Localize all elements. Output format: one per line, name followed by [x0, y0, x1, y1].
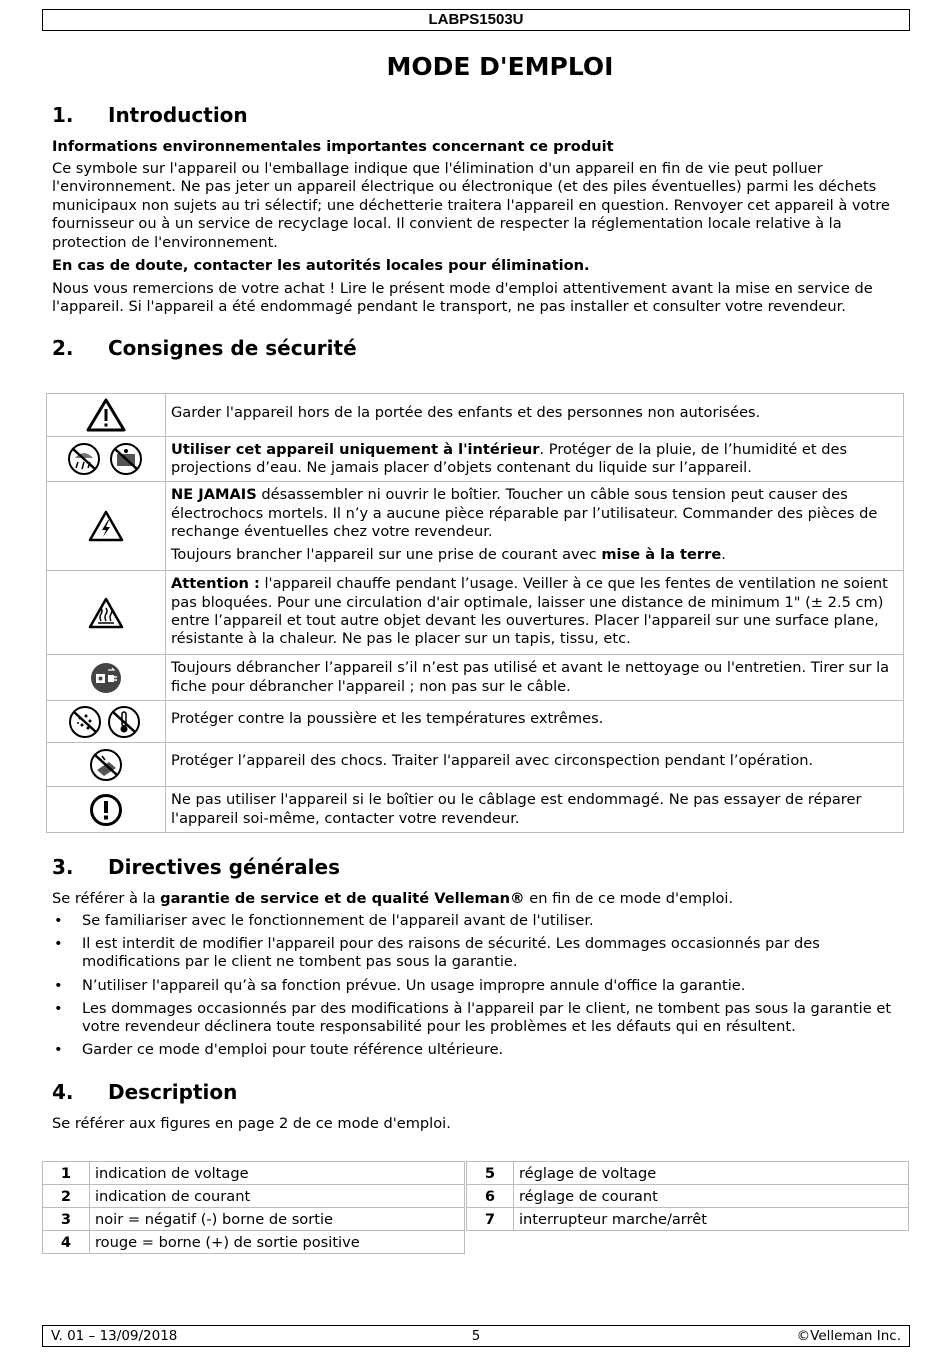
no-dust-icon — [70, 707, 100, 737]
item-label: réglage de voltage — [514, 1162, 909, 1185]
safety-icon-cell — [47, 571, 166, 655]
list-item: • Les dommages occasionnés par des modifications à l'appareil par le client, ne tombent pas sous la garantie et votre revendeur déclinera toute responsabilité pour les problèmes et les défauts qui en résultent. — [52, 1000, 912, 1036]
section-1-paragraph-3: Nous vous remercions de votre achat ! Lire le présent mode d'emploi attentivement avant la mise en service de l'appareil. Si l'appareil a été endommagé pendant le transport, ne pas installer et consulter votre revendeur. — [52, 280, 873, 316]
safety-text-4-bold: Attention : — [171, 575, 260, 593]
section-3-title: Directives générales — [108, 855, 340, 879]
safety-text-3b-c: . — [721, 546, 726, 564]
safety-icon-cell — [47, 394, 166, 437]
section-2-number: 2. — [52, 336, 74, 360]
description-table-right — [466, 1161, 909, 1231]
table-row — [43, 1162, 465, 1185]
item-number: 5 — [467, 1162, 514, 1185]
section-1-heading — [52, 103, 248, 127]
safety-text-cell — [166, 655, 904, 701]
table-row — [467, 1185, 909, 1208]
safety-row — [47, 394, 904, 437]
no-water-spray-icon — [111, 444, 141, 474]
item-label: noir = négatif (-) borne de sortie — [90, 1208, 465, 1231]
safety-text-cell — [166, 437, 904, 482]
section-3-intro-c: en fin de ce mode d'emploi. — [524, 890, 734, 907]
safety-text-3-bold: NE JAMAIS — [171, 486, 257, 504]
section-4-intro: Se référer aux figures en page 2 de ce mode d'emploi. — [52, 1115, 451, 1132]
section-1-paragraph-1: Ce symbole sur l'appareil ou l'emballage indique que l'élimination d'un appareil en fin de vie peut polluer l'environnement. Ne pas jeter un appareil électrique ou électronique (et des piles éventuelles) parmi les déchets municipaux non sujets au tri sélectif; une déchetterie traitera l'appareil en question. Renvoyer cet appareil à votre fournisseur ou à un service de recyclage local. Il convient de respecter la réglementation locale relative à la protection de l'environnement. — [52, 160, 890, 251]
footer-page-number: 5 — [471, 1328, 481, 1344]
safety-text-5: Toujours débrancher l’appareil s’il n’est pas utilisé et avant le nettoyage ou l'entretien. Tirer sur la fiche pour débrancher l'appareil ; non pas sur le câble. — [171, 659, 890, 695]
section-3-heading — [52, 855, 340, 879]
safety-text-cell — [166, 571, 904, 655]
safety-text-2 — [171, 441, 898, 477]
table-row — [43, 1185, 465, 1208]
safety-text-4-rest: l'appareil chauffe pendant l’usage. Veiller à ce que les fentes de ventilation ne soient pas bloquées. Pour une circulation d'air optimale, laisser une distance de minimum 1" (± 2.5 cm) entre l’appareil et tout autre objet devant les ouvertures. Placer l'appareil sur une surface plane, résistante à la chaleur. Ne pas le placer sur un tapis, tissu, etc. — [171, 575, 888, 648]
safety-row — [47, 787, 904, 833]
footer-version: V. 01 – 13/09/2018 — [51, 1328, 178, 1344]
safety-text-cell — [166, 394, 904, 437]
table-row — [467, 1208, 909, 1231]
safety-row — [47, 571, 904, 655]
section-2-heading — [52, 336, 357, 360]
safety-table — [46, 393, 904, 833]
safety-text-3b — [171, 546, 898, 564]
safety-text-2-rest: . Protéger de la pluie, de l’humidité et des projections d’eau. Ne jamais placer d’objets contenant du liquide sur l’appareil. — [171, 441, 848, 477]
safety-text-3-rest: désassembler ni ouvrir le boîtier. Toucher un câble sous tension peut causer des électrochocs mortels. Il n’y a aucune pièce réparable par l’utilisateur. Commander des pièces de rechange éventuelles chez votre revendeur. — [171, 486, 878, 540]
section-3-intro-a: Se référer à la — [52, 890, 161, 907]
section-1-number: 1. — [52, 103, 74, 127]
section-1-title: Introduction — [108, 103, 248, 127]
page-title: MODE D'EMPLOI — [386, 52, 614, 81]
item-label: interrupteur marche/arrêt — [514, 1208, 909, 1231]
electric-shock-icon — [87, 509, 125, 543]
hot-surface-icon — [87, 596, 125, 630]
section-4-title: Description — [108, 1080, 238, 1104]
safety-text-3 — [171, 486, 898, 541]
section-3-intro-bold: garantie de service et de qualité Velleman® — [160, 890, 525, 907]
indoor-use-icons — [66, 442, 146, 476]
section-1-subheading: Informations environnementales importantes concernant ce produit — [52, 138, 614, 155]
safety-text-3b-a: Toujours brancher l'appareil sur une prise de courant avec — [171, 546, 602, 564]
description-table-left — [42, 1161, 465, 1254]
item-number: 4 — [43, 1231, 90, 1254]
table-row — [467, 1162, 909, 1185]
section-3-intro — [52, 890, 912, 908]
safety-text-1: Garder l'appareil hors de la portée des enfants et des personnes non autorisées. — [171, 404, 761, 421]
no-extreme-temperature-icon — [109, 707, 139, 737]
item-number: 7 — [467, 1208, 514, 1231]
item-label: indication de courant — [90, 1185, 465, 1208]
footer-box — [42, 1325, 910, 1347]
safety-text-2-bold: Utiliser cet appareil uniquement à l'intérieur — [171, 441, 540, 458]
item-number: 6 — [467, 1185, 514, 1208]
safety-icon-cell — [47, 701, 166, 743]
section-4-heading — [52, 1080, 237, 1104]
exclamation-icon — [89, 793, 123, 827]
item-number: 2 — [43, 1185, 90, 1208]
item-number: 3 — [43, 1208, 90, 1231]
safety-row — [47, 655, 904, 701]
section-1-paragraph-2: En cas de doute, contacter les autorités locales pour élimination. — [52, 257, 590, 274]
item-label: réglage de courant — [514, 1185, 909, 1208]
footer-copyright: ©Velleman Inc. — [796, 1328, 901, 1344]
table-row — [43, 1231, 465, 1254]
safety-icon-cell — [47, 743, 166, 787]
dust-temperature-icons — [68, 705, 144, 739]
item-label: indication de voltage — [90, 1162, 465, 1185]
section-4-number: 4. — [52, 1080, 74, 1104]
safety-text-8: Ne pas utiliser l'appareil si le boîtier ou le câblage est endommagé. Ne pas essayer de réparer l'appareil soi-même, contacter votre revendeur. — [171, 791, 862, 827]
safety-text-cell — [166, 787, 904, 833]
list-item: • Garder ce mode d'emploi pour toute référence ultérieure. — [52, 1041, 912, 1059]
warning-triangle-icon — [85, 397, 127, 433]
safety-text-6: Protéger contre la poussière et les températures extrêmes. — [171, 710, 604, 728]
safety-icon-cell — [47, 482, 166, 571]
list-item: • Se familiariser avec le fonctionnement de l'appareil avant de l'utiliser. — [52, 912, 912, 930]
safety-text-cell — [166, 482, 904, 571]
item-number: 1 — [43, 1162, 90, 1185]
header-box — [42, 9, 910, 31]
safety-text-cell — [166, 743, 904, 787]
safety-text-3b-bold: mise à la terre — [601, 546, 722, 564]
no-rain-icon — [69, 444, 99, 474]
safety-text-4 — [171, 575, 898, 648]
safety-text-cell — [166, 701, 904, 743]
safety-icon-cell — [47, 437, 166, 482]
safety-text-7: Protéger l’appareil des chocs. Traiter l'appareil avec circonspection pendant l’opération. — [171, 752, 814, 770]
safety-row — [47, 701, 904, 743]
section-2-title: Consignes de sécurité — [108, 336, 357, 360]
header-model: LABPS1503U — [428, 11, 524, 28]
safety-row — [47, 437, 904, 482]
table-row — [43, 1208, 465, 1231]
safety-row — [47, 482, 904, 571]
item-label: rouge = borne (+) de sortie positive — [90, 1231, 465, 1254]
general-directives-list — [52, 912, 912, 1064]
safety-icon-cell — [47, 655, 166, 701]
safety-icon-cell — [47, 787, 166, 833]
list-item: • N’utiliser l'appareil qu’à sa fonction prévue. Un usage impropre annule d'office la garantie. — [52, 977, 912, 995]
no-shock-icon — [89, 748, 123, 782]
unplug-icon — [90, 662, 122, 694]
safety-row — [47, 743, 904, 787]
section-3-number: 3. — [52, 855, 74, 879]
list-item: • Il est interdit de modifier l'appareil pour des raisons de sécurité. Les dommages occasionnés par des modifications par le client ne tombent pas sous la garantie. — [52, 935, 912, 971]
